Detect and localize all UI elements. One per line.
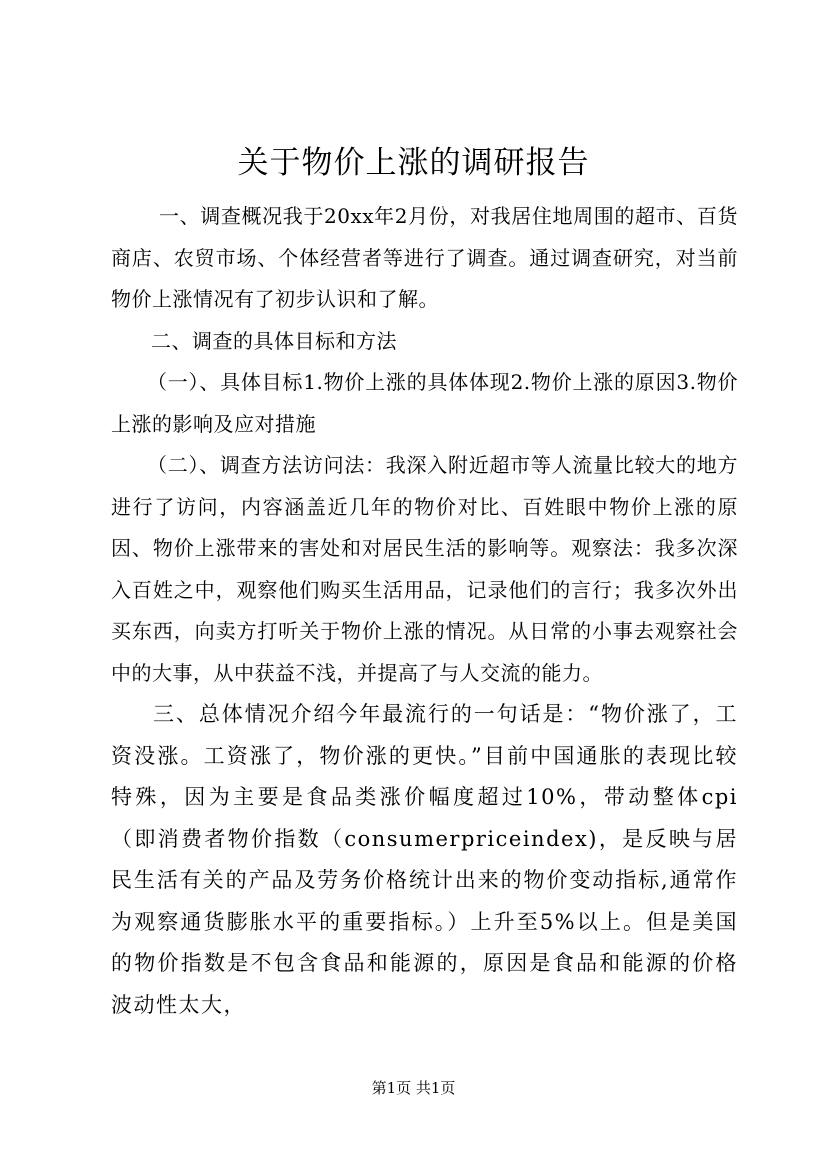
document-title: 关于物价上涨的调研报告 xyxy=(237,145,590,181)
document-body xyxy=(111,196,738,1026)
paragraph-overall-situation: 三、总体情况介绍今年最流行的一句话是：“物价涨了，工资没涨。工资涨了，物价涨的更快。”目前中国通胀的表现比较特殊，因为主要是食品类涨价幅度超过10%，带动整体cpi（即消费者物价指数（consumerpriceindex)，是反映与居民生活有关的产品及劳务价格统计出来的物价变动指标,通常作为观察通货膨胀水平的重要指标。）上升至5%以上。但是美国的物价指数是不包含食品和能源的，原因是食品和能源的价格波动性太大， xyxy=(111,702,738,1017)
paragraph-specific-goals: （一）、具体目标1.物价上涨的具体体现2.物价上涨的原因3.物价上涨的影响及应对措施 xyxy=(111,370,738,436)
page-footer: 第1页 共1页 xyxy=(371,1079,456,1097)
paragraph-survey-overview: 一、调查概况我于20xx年2月份，对我居住地周围的超市、百货商店、农贸市场、个体经营者等进行了调查。通过调查研究，对当前物价上涨情况有了初步认识和了解。 xyxy=(111,204,738,311)
paragraph-goals-methods-heading: 二、调查的具体目标和方法 xyxy=(151,328,397,353)
paragraph-survey-methods: （二）、调查方法访问法：我深入附近超市等人流量比较大的地方进行了访问，内容涵盖近几年的物价对比、百姓眼中物价上涨的原因、物价上涨带来的害处和对居民生活的影响等。观察法：我多次深入百姓之中，观察他们购买生活用品，记录他们的言行；我多次外出买东西，向卖方打听关于物价上涨的情况。从日常的小事去观察社会中的大事，从中获益不浅，并提高了与人交流的能力。 xyxy=(111,453,738,685)
